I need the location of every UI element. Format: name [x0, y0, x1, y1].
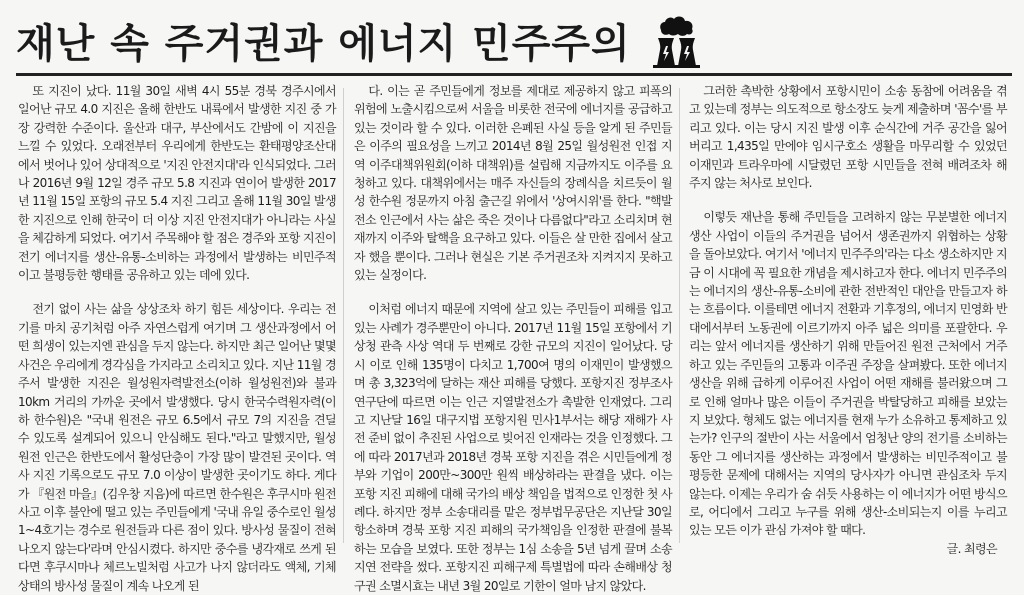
article-column-3	[689, 82, 1007, 556]
paragraph: 이렇듯 재난을 통해 주민들을 고려하지 않는 무분별한 에너지 생산 사업이 이들의 주거권을 넘어서 생존권까지 위협하는 상황을 돌아보았다. 여기서 '에너지 민주주의'라는 다소 생소하지만 지금 이 시대에 꼭 필요한 개념을 제시하고자 한다. 에너지 민주주의는 에너지의 생산-유통-소비에 관한 전반적인 대안을 만들고자 하는 흐름이다. 이를테면 에너지 전환과 기후정의, 에너지 민영화 반대에서부터 노동권에 이르기까지 아주 넓은 의미를 포괄한다. 우리는 앞서 에너지를 생산하기 위해 만들어진 원전 근처에서 거주하고 있는 주민들의 고통과 이주권 주장을 살펴봤다. 또한 에너지 생산을 위해 급하게 이루어진 사업이 어떤 재해를 불러왔으며 그로 인해 얼마나 많은 이들이 주거권을 박탈당하고 피해를 보았는지 보았다. 형체도 없는 에너지를 현재 누가 소유하고 통제하고 있는가? 인구의 절반이 사는 서울에서 엄청난 양의 전기를 소비하는 동안 그 에너지를 생산하는 과정에서 발생하는 비민주적이고 불평등한 문제에 대해서는 지역의 당사자가 아니면 관심조차 두지 않는다. 이제는 우리가 숨 쉬듯 사용하는 이 에너지가 어떤 방식으로, 어디에서 그리고 누구를 위해 생산-소비되는지 이를 누리고 있는 모든 이가 관심 가져야 할 때다.	[689, 210, 1007, 538]
paragraph: 다. 이는 곧 주민들에게 정보를 제대로 제공하지 않고 피폭의 위험에 노출시킴으로써 서울을 비롯한 전국에 에너지를 공급하고 있는 것이라 할 수 있다. 이러한 은폐된 사실 등을 알게 된 주민들은 이주의 필요성을 느끼고 2014년 8월 25일 월성원전 인접 지역 이주대책위원회(이하 대책위)를 설립해 지금까지도 이주를 요청하고 있다. 대책위에서는 매주 자신들의 장례식을 치르듯이 월성 한수원 정문까지 아침 출근길 위에서 '상여시위'를 한다. "핵발전소 인근에서 사는 삶은 죽은 것이나 다름없다"라고 소리치며 현재까지 이주와 탈핵을 요구하고 있다. 이들은 살 만한 집에서 살고자 했을 뿐이다. 그러나 현실은 기본 주거권조차 지켜지지 못하고 있는 실정이다.	[354, 84, 672, 283]
paragraph: 그러한 촉박한 상황에서 포항시민이 소송 동참에 어려움을 겪고 있는데 정부는 의도적으로 항소장도 늦게 제출하며 '꼼수'를 부리고 있다. 이는 당시 지진 발생 이후 순식간에 거주 공간을 잃어버리고 1,435일 만에야 임시구호소 생활을 마무리할 수 있었던 이재민과 트라우마에 시달렸던 포항 시민들을 전혀 배려조차 해주지 않는 처사로 보인다.	[689, 84, 1007, 191]
paragraph: 또 지진이 났다. 11월 30일 새벽 4시 55분 경북 경주시에서 일어난 규모 4.0 지진은 올해 한반도 내륙에서 발생한 지진 중 가장 강력한 수준이다. 울산과 대구, 부산에서도 간밤에 이 지진을 느낄 수 있었다. 오래전부터 우리에게 한반도는 환태평양조산대에서 벗어나 있어 상대적으로 '지진 안전지대'라 인식되었다. 그러나 2016년 9월 12일 경주 규모 5.8 지진과 연이어 발생한 2017년 11월 15일 포항의 규모 5.4 지진 그리고 올해 11월 30일 발생한 지진으로 인해 한국이 더 이상 지진 안전지대가 아니라는 사실을 체감하게 되었다. 여기서 주목해야 할 점은 경주와 포항 지진이 전기 에너지를 생산-유통-소비하는 과정에서 발생하는 비민주적이고 불평등한 행태를 공유하고 있는 데에 있다.	[18, 84, 336, 283]
paragraph: 전기 없이 사는 삶을 상상조차 하기 힘든 세상이다. 우리는 전기를 마치 공기처럼 아주 자연스럽게 여기며 그 생산과정에서 어떤 희생이 있는지엔 관심을 두지 않는다. 하지만 최근 일어난 몇몇 사건은 우리에게 경각심을 가지라고 소리치고 있다. 지난 11월 경주서 발생한 지진은 월성원자력발전소(이하 월성원전)와 불과 10km 거리의 가까운 곳에서 발생했다. 당시 한국수력원자력(이하 한수원)은 "국내 원전은 규모 6.5에서 규모 7의 지진을 견딜 수 있도록 설계되어 있으니 안심해도 된다."라고 말했지만, 월성원전 인근은 한반도에서 활성단층이 가장 많이 발견된 곳이다. 역사 지진 기록으로도 규모 7.0 이상이 발생한 곳이기도 하다. 게다가 『원전 마을』(김우창 지음)에 따르면 한수원은 후쿠시마 원전 사고 이후 불안에 떨고 있는 주민들에게 '국내 유일 중수로인 월성 1~4호기는 경수로 원전들과 다른 점이 있다. 방사성 물질이 전혀 나오지 않는다'라며 안심시켰다. 하지만 중수를 냉각재로 쓰게 된다면 후쿠시마나 체르노빌처럼 사고가 나지 않더라도 액체, 기체 상태의 방사성 물질이 계속 나오게 된	[18, 302, 336, 593]
article-column-1	[18, 82, 336, 593]
column-divider	[343, 88, 344, 543]
article-column-2	[354, 82, 672, 593]
title-row	[16, 10, 707, 70]
article-title: 재난 속 주거권과 에너지 민주주의	[16, 20, 631, 67]
title-rule	[16, 73, 1012, 76]
column-divider	[679, 88, 680, 543]
nuclear-plant-cooling-towers-icon	[647, 10, 707, 70]
paragraph: 이처럼 에너지 때문에 지역에 살고 있는 주민들이 피해를 입고 있는 사례가 경주뿐만이 아니다. 2017년 11월 15일 포항에서 기상청 관측 사상 역대 두 번째로 강한 규모의 지진이 일어났다. 당시 이로 인해 135명이 다치고 1,700여 명의 이재민이 발생했으며 총 3,323억에 달하는 재산 피해를 당했다. 포항지진 정부조사연구단에 따르면 이는 인근 지열발전소가 촉발한 인재였다. 그리고 지난달 16일 대구지법 포항지원 민사1부서는 해당 재해가 사전 준비 없이 추진된 사업으로 빚어진 인재라는 것을 인정했다. 그에 따라 2017년과 2018년 경북 포항 지진을 겪은 시민들에게 정부와 기업이 200만~300만 원씩 배상하라는 판결을 냈다. 이는 포항 지진 피해에 대해 국가의 배상 책임을 법적으로 인정한 첫 사례다. 하지만 정부 소송대리를 맡은 정부법무공단은 지난달 30일 항소하며 경북 포항 지진 피해의 국가책임을 인정한 판결에 불복하는 모습을 보였다. 또한 정부는 1심 소송을 5년 넘게 끌며 소송 지연 전략을 썼다. 포항지진 피해구제 특별법에 따라 손해배상 청구권 소멸시효는 내년 3월 20일로 기한이 얼마 남지 않았다.	[354, 302, 672, 593]
byline: 글. 최령은	[946, 541, 997, 556]
